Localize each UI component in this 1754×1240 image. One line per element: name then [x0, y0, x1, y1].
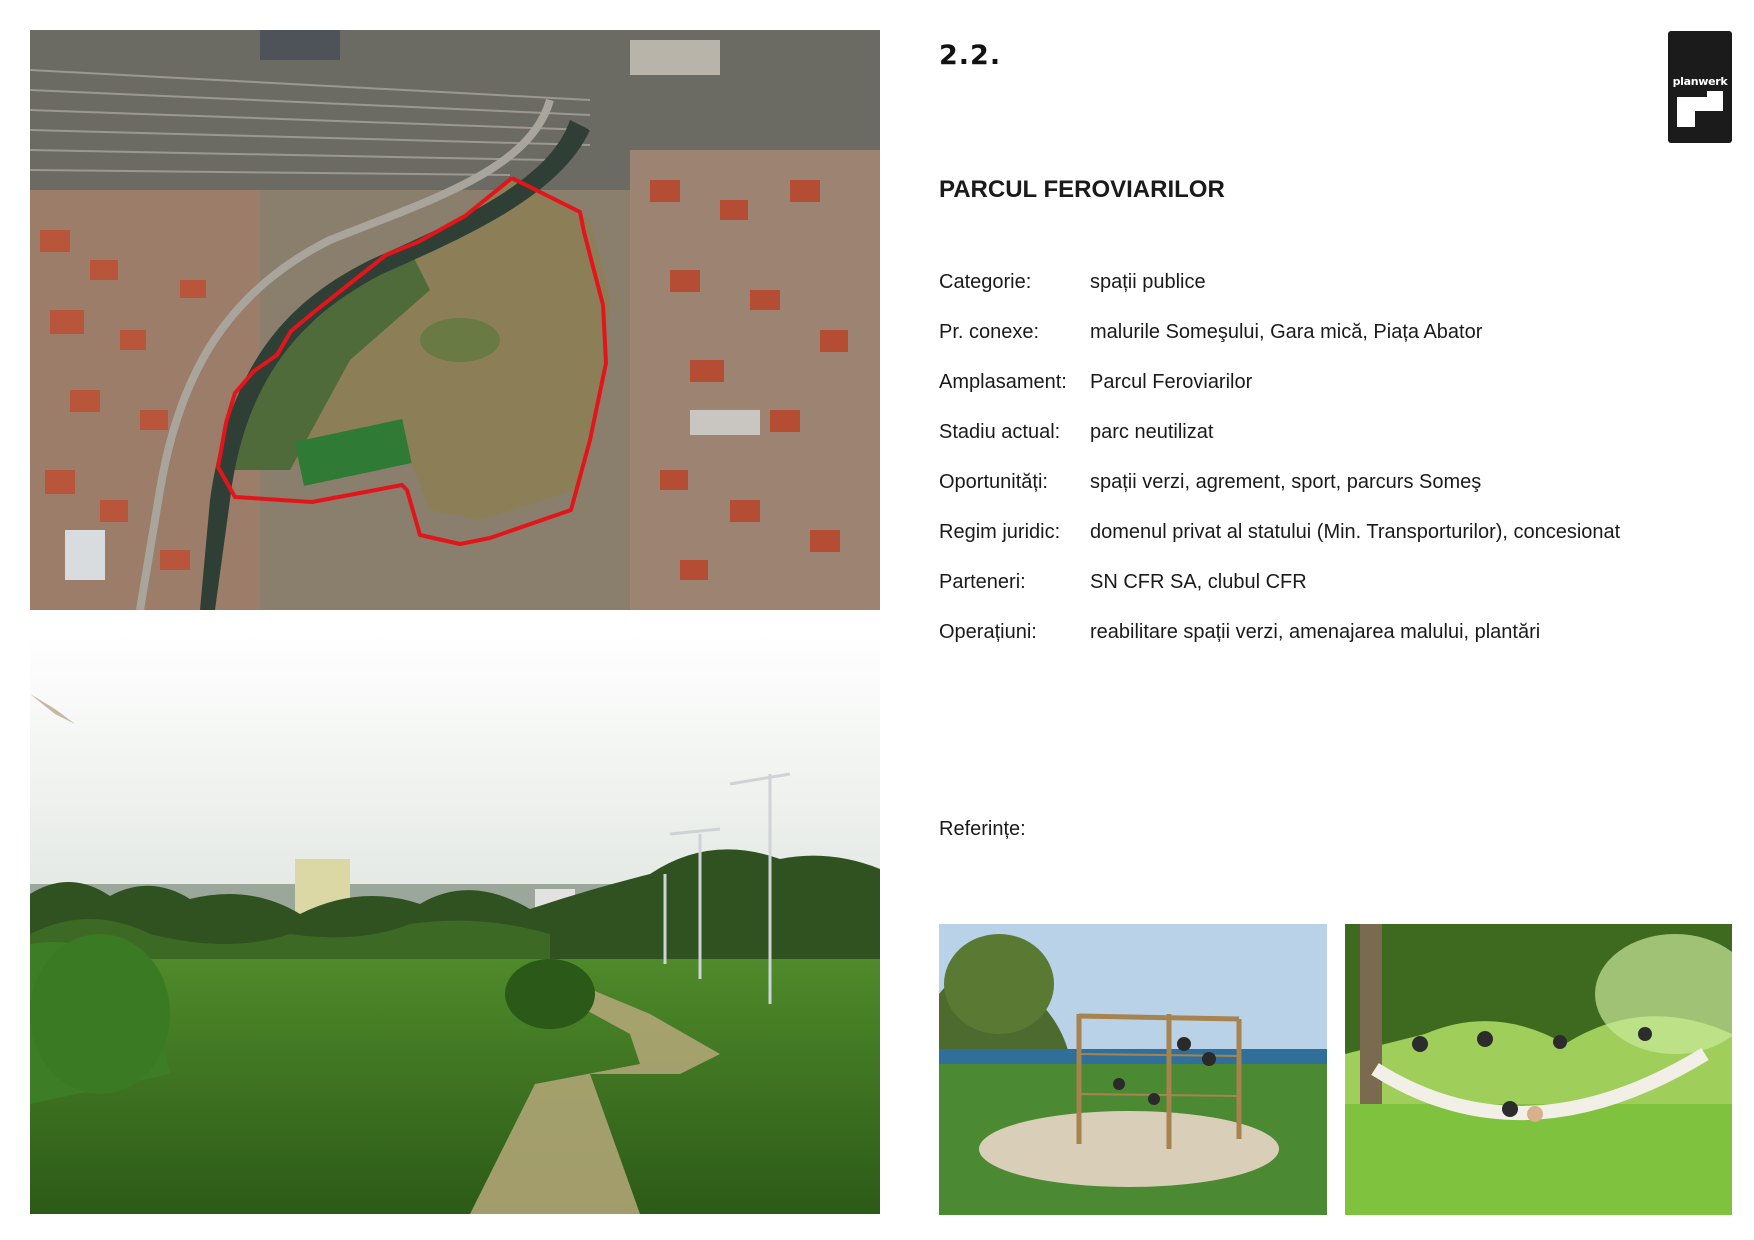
info-label: Categorie: [939, 271, 1032, 293]
info-value: spații publice [1090, 271, 1206, 293]
info-label: Oportunități: [939, 471, 1048, 493]
info-label: Operațiuni: [939, 621, 1037, 643]
info-label: Stadiu actual: [939, 421, 1061, 443]
info-value: spații verzi, agrement, sport, parcurs Someş [1090, 471, 1482, 493]
info-value: domenul privat al statului (Min. Transporturilor), concesionat [1090, 521, 1621, 543]
aerial-site-photo [30, 30, 880, 610]
section-number: 2.2. [939, 40, 1002, 71]
info-value: reabilitare spații verzi, amenajarea malului, plantări [1090, 621, 1541, 643]
site-field-photo [30, 634, 880, 1214]
logo-text: planwerk [1672, 75, 1728, 88]
page-title: PARCUL FEROVIARILOR [939, 176, 1225, 203]
reference-photo-hammock [1345, 924, 1732, 1215]
planwerk-logo [1668, 31, 1732, 143]
info-label: Parteneri: [939, 571, 1026, 593]
info-label: Regim juridic: [939, 521, 1061, 543]
logo-mark-icon [1677, 91, 1723, 127]
info-value: Parcul Feroviarilor [1090, 371, 1253, 393]
info-value: malurile Someşului, Gara mică, Piața Abator [1090, 321, 1483, 343]
info-value: SN CFR SA, clubul CFR [1090, 571, 1307, 593]
reference-photo-playground [939, 924, 1327, 1215]
references-label: Referințe: [939, 818, 1026, 840]
info-label: Pr. conexe: [939, 321, 1040, 343]
info-label: Amplasament: [939, 371, 1067, 393]
info-value: parc neutilizat [1090, 421, 1214, 443]
